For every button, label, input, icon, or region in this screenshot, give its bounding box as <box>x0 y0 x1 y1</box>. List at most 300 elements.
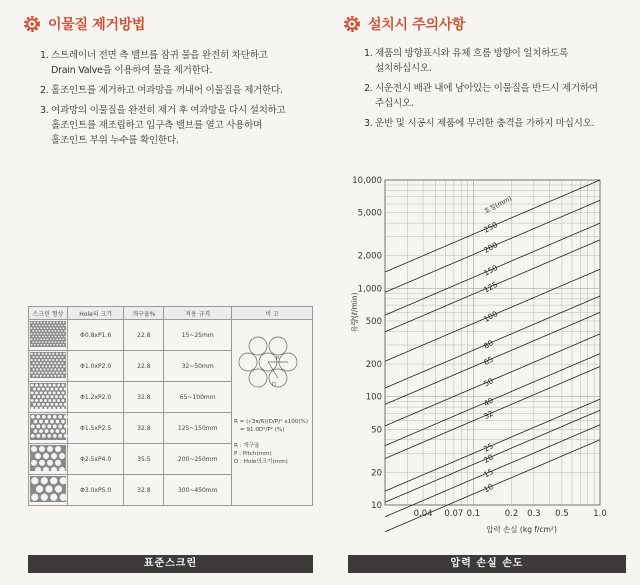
curve-label-200: 200 <box>482 240 500 255</box>
perforation-pattern <box>30 476 66 502</box>
perforation-hole <box>34 420 38 424</box>
perforation-hole <box>33 375 35 377</box>
perforation-hole <box>34 371 36 373</box>
perforation-hole <box>44 344 46 346</box>
y-tick-label: 100 <box>365 392 382 403</box>
perforation-hole <box>38 353 40 355</box>
perforation-hole <box>45 365 47 367</box>
perforation-hole <box>37 395 40 398</box>
table-row <box>29 320 313 351</box>
column-header: 비 고 <box>232 307 313 320</box>
perforation-hole <box>53 333 55 335</box>
perforation-hole <box>64 324 66 326</box>
perforation-hole <box>41 477 48 484</box>
curve-label-100: 100 <box>482 309 500 324</box>
perforation-hole <box>52 341 54 343</box>
perforation-hole <box>45 429 49 433</box>
perforation-hole <box>61 330 63 332</box>
perforation-hole <box>40 322 42 324</box>
perforation-hole <box>57 407 60 410</box>
perforation-hole <box>42 365 44 367</box>
perforation-hole <box>58 424 62 428</box>
curve-label-40: 40 <box>482 395 495 409</box>
perforation-hole <box>36 324 38 326</box>
perforation-hole <box>31 434 35 438</box>
perforation-hole <box>32 330 34 332</box>
perforation-hole <box>56 338 58 340</box>
perforation-hole <box>44 407 47 410</box>
perforation-hole <box>54 362 56 364</box>
perforation-hole <box>47 338 49 340</box>
perforation-hole <box>40 368 42 370</box>
perforation-hole <box>48 341 50 343</box>
perforation-hole <box>31 371 33 373</box>
perforation-hole <box>44 327 46 329</box>
footer-pressure-loss: 압력 손실 손도 <box>348 555 626 573</box>
perforation-hole <box>61 336 63 338</box>
y-tick-label: 1,000 <box>357 284 382 295</box>
perforation-hole <box>34 338 36 340</box>
perforation-hole <box>47 362 49 364</box>
perforation-hole <box>31 391 34 394</box>
perforation-pattern <box>30 383 66 409</box>
perforation-hole <box>48 324 50 326</box>
perforation-hole <box>58 356 60 358</box>
y-tick-label: 20 <box>371 468 382 479</box>
perforation-hole <box>31 477 38 484</box>
perforation-hole <box>52 371 54 373</box>
column-header: 개구율% <box>124 307 164 320</box>
applied-size-cell: 32~50mm <box>164 351 232 382</box>
left-section-title: 이물질 제거방법 <box>48 17 146 33</box>
perforation-hole <box>56 429 60 433</box>
perforation-hole <box>51 388 54 391</box>
perforation-hole <box>42 324 44 326</box>
perforation-hole <box>36 424 40 428</box>
perforation-hole <box>57 391 60 394</box>
perforation-hole <box>36 356 38 358</box>
perforation-hole <box>64 388 67 391</box>
perforation-hole <box>55 324 57 326</box>
curve-label-80: 80 <box>482 338 495 351</box>
y-tick-label: 5,000 <box>357 208 382 219</box>
perforation-hole <box>43 375 45 377</box>
perforation-hole <box>64 330 66 332</box>
perforation-hole <box>48 384 51 387</box>
perforation-hole <box>44 384 47 387</box>
perforation-pattern <box>30 414 66 440</box>
perforation-hole <box>51 403 54 406</box>
perforation-hole <box>49 353 51 355</box>
perforation-hole <box>48 391 51 394</box>
perforation-hole <box>58 330 60 332</box>
perforation-hole <box>31 399 34 402</box>
perforation-hole <box>56 371 58 373</box>
perforation-hole <box>54 368 56 370</box>
screen-pattern-image <box>29 320 68 351</box>
y-tick-label: 10 <box>371 501 382 511</box>
perforation-hole <box>34 322 36 324</box>
legend-r: R : 개구율 <box>234 443 260 449</box>
perforation-hole <box>58 341 60 343</box>
y-tick-label: 10,000 <box>352 176 382 186</box>
perforation-hole <box>47 344 49 346</box>
list-item: 2. 시운전시 배관 내에 남아있는 이물질을 반드시 제거하여 주십시오. <box>364 83 598 109</box>
perforation-hole <box>58 362 60 364</box>
perforation-hole <box>50 494 57 501</box>
perforation-hole <box>40 356 42 358</box>
perforation-hole <box>61 420 65 424</box>
perforation-hole <box>43 362 45 364</box>
perforation-hole <box>37 327 39 329</box>
curve-label-150: 150 <box>482 263 500 278</box>
perforation-hole <box>39 330 41 332</box>
perforation-hole <box>40 362 42 364</box>
perforation-hole <box>55 388 58 391</box>
perforation-hole <box>31 322 33 324</box>
perforation-hole <box>61 362 63 364</box>
perforation-hole <box>35 467 41 473</box>
perforation-hole <box>35 407 38 410</box>
perforation-hole <box>58 415 62 419</box>
perforation-hole <box>49 365 51 367</box>
perforation-hole <box>53 391 56 394</box>
perforation-hole <box>55 330 57 332</box>
list-item: 3. 운반 및 시공시 제품에 무리한 충격을 가하지 마십시오. <box>364 118 595 129</box>
perforation-hole <box>61 429 65 433</box>
perforation-hole <box>42 336 44 338</box>
perforation-hole <box>48 336 50 338</box>
perforation-hole <box>61 356 63 358</box>
perforation-hole <box>39 341 41 343</box>
perforation-hole <box>36 336 38 338</box>
perforation-hole <box>55 395 58 398</box>
perforation-hole <box>60 327 62 329</box>
perforation-hole <box>44 391 47 394</box>
perforation-hole <box>53 415 57 419</box>
perforation-hole <box>49 371 51 373</box>
perforation-hole <box>34 344 36 346</box>
x-axis-label: 압력 손실 (kg f/cm²) <box>486 525 557 534</box>
perforation-hole <box>58 324 60 326</box>
perforation-hole <box>31 359 33 361</box>
perforation-hole <box>54 375 56 377</box>
hole-size-cell: Φ1.0xP2.0 <box>68 351 124 382</box>
perforation-hole <box>47 368 49 370</box>
perforation-hole <box>33 388 36 391</box>
perforation-hole <box>53 344 55 346</box>
open-ratio-cell: 32.8 <box>124 413 164 444</box>
standard-screen-table <box>28 306 313 506</box>
hole-size-cell: Φ2.5xP4.0 <box>68 444 124 475</box>
perforation-hole <box>50 338 52 340</box>
x-tick-label: 0.1 <box>466 509 481 519</box>
perforation-hole <box>55 485 62 492</box>
hole-size-cell: Φ0.8xP1.6 <box>68 320 124 351</box>
perforation-hole <box>42 395 45 398</box>
perforation-hole <box>31 327 33 329</box>
perforation-hole <box>63 322 65 324</box>
x-tick-label: 0.3 <box>527 509 541 519</box>
perforation-hole <box>47 333 49 335</box>
perforation-hole <box>42 371 44 373</box>
svg-text:D: D <box>272 382 276 388</box>
perforation-hole <box>44 333 46 335</box>
list-item: 1. 스트레이너 전면 측 밸브를 잠귀 물을 완전히 차단하고 Drain Valve을 이용하여 물을 제거한다. <box>40 50 268 76</box>
perforation-hole <box>42 403 45 406</box>
perforation-pattern <box>30 445 66 471</box>
perforation-hole <box>42 330 44 332</box>
perforation-hole <box>52 330 54 332</box>
perforation-hole <box>37 338 39 340</box>
perforation-hole <box>31 384 34 387</box>
perforation-hole <box>47 424 51 428</box>
screen-pattern-image <box>29 382 68 413</box>
open-ratio-cell: 22.8 <box>124 351 164 382</box>
gear-icon <box>22 14 42 34</box>
perforation-hole <box>47 446 53 452</box>
perforation-hole <box>50 477 57 484</box>
perforation-hole <box>35 453 41 459</box>
list-item: 1. 제품의 방향표시와 유체 흐름 방향이 일치하도록 설치하십시오. <box>364 48 569 74</box>
perforation-hole <box>35 384 38 387</box>
hole-size-cell: Φ1.2xP2.0 <box>68 382 124 413</box>
perforation-hole <box>38 371 40 373</box>
curve-label-125: 125 <box>482 279 500 295</box>
perforation-hole <box>64 341 66 343</box>
x-tick-label: 0.2 <box>504 509 519 519</box>
perforation-hole <box>39 420 43 424</box>
perforation-hole <box>43 368 45 370</box>
perforation-hole <box>53 384 56 387</box>
perforation-hole <box>56 333 58 335</box>
perforation-hole <box>50 327 52 329</box>
curve-label-250: 250 <box>482 219 500 235</box>
perforation-hole <box>62 384 65 387</box>
perforation-hole <box>60 494 67 501</box>
perforation-hole <box>44 338 46 340</box>
open-ratio-cell: 22.8 <box>124 320 164 351</box>
perforation-hole <box>61 341 63 343</box>
svg-text:P: P <box>276 356 280 362</box>
perforation-hole <box>63 327 65 329</box>
perforation-hole <box>48 399 51 402</box>
perforation-hole <box>60 371 62 373</box>
perforation-hole <box>51 356 53 358</box>
perforation-hole <box>45 485 52 492</box>
perforation-hole <box>47 375 49 377</box>
perforation-hole <box>36 368 38 370</box>
hole-size-cell: Φ3.0xP5.0 <box>68 475 124 506</box>
perforation-hole <box>33 368 35 370</box>
open-ratio-cell: 35.5 <box>124 444 164 475</box>
x-tick-label: 1.0 <box>593 509 607 519</box>
perforation-hole <box>31 460 37 466</box>
perforation-hole <box>36 485 43 492</box>
perforation-hole <box>55 341 57 343</box>
perforation-hole <box>59 388 62 391</box>
perforation-hole <box>36 362 38 364</box>
y-tick-label: 50 <box>371 425 382 436</box>
list-item: 2. 홀조인트를 제거하고 여과망을 꺼내어 이물질을 제거한다. <box>40 85 283 96</box>
perforation-hole <box>55 446 61 452</box>
perforation-hole <box>31 365 33 367</box>
y-axis-label: 유량(ℓ/min) <box>350 292 359 333</box>
perforation-hole <box>60 322 62 324</box>
perforation-hole <box>39 324 41 326</box>
applied-size-cell: 125~150mm <box>164 413 232 444</box>
x-tick-label: 0.04 <box>413 509 433 519</box>
perforation-hole <box>45 359 47 361</box>
perforation-hole <box>64 336 66 338</box>
perforation-hole <box>42 341 44 343</box>
perforation-hole <box>53 338 55 340</box>
perforation-hole <box>31 446 37 452</box>
perforation-hole <box>60 338 62 340</box>
perforation-hole <box>53 327 55 329</box>
perforation-hole <box>39 446 45 452</box>
perforation-hole <box>46 388 49 391</box>
perforation-hole <box>62 399 65 402</box>
perforation-hole <box>42 359 44 361</box>
applied-size-cell: 300~450mm <box>164 475 232 506</box>
perforation-hole <box>59 453 65 459</box>
perforation-hole <box>40 333 42 335</box>
curve-label-50: 50 <box>482 376 495 389</box>
perforation-hole <box>34 359 36 361</box>
perforation-hole <box>37 344 39 346</box>
perforation-hole <box>31 494 38 501</box>
perforation-hole <box>47 460 53 466</box>
remarks-cell <box>232 320 313 506</box>
perforation-hole <box>32 341 34 343</box>
install-caution-list <box>364 46 634 136</box>
y-tick-label: 500 <box>365 316 382 327</box>
perforation-hole <box>50 420 54 424</box>
perforation-hole <box>55 336 57 338</box>
perforation-hole <box>48 407 51 410</box>
perforation-hole <box>52 365 54 367</box>
applied-size-cell: 200~250mm <box>164 444 232 475</box>
perforation-hole <box>63 344 65 346</box>
perforation-hole <box>34 429 38 433</box>
perforation-hole <box>53 399 56 402</box>
right-section-title: 설치시 주의사항 <box>368 17 466 33</box>
perforation-hole <box>54 356 56 358</box>
perforation-hole <box>37 333 39 335</box>
perforation-hole <box>53 424 57 428</box>
perforation-hole <box>45 330 47 332</box>
curve-label-10: 10 <box>482 481 495 495</box>
perforation-hole <box>47 327 49 329</box>
perforation-hole <box>40 344 42 346</box>
gear-icon <box>342 14 362 34</box>
y-tick-label: 200 <box>365 360 382 371</box>
perforation-hole <box>45 353 47 355</box>
perforation-hole <box>57 399 60 402</box>
column-header: 스크린 형상 <box>29 307 68 320</box>
perforation-hole <box>51 453 57 459</box>
table-header-row <box>29 307 313 320</box>
perforation-hole <box>50 333 52 335</box>
perforation-hole <box>41 494 48 501</box>
perforation-hole <box>51 467 57 473</box>
screen-pattern-image <box>29 351 68 382</box>
perforation-hole <box>33 403 36 406</box>
perforation-hole <box>42 434 46 438</box>
removal-steps-list <box>40 48 310 153</box>
perforation-hole <box>35 399 38 402</box>
perforation-hole <box>40 384 43 387</box>
perforation-hole <box>45 371 47 373</box>
perforation-hole <box>61 368 63 370</box>
perforation-hole <box>56 365 58 367</box>
perforation-hole <box>36 434 40 438</box>
perforation-hole <box>50 322 52 324</box>
perforation-pattern <box>30 352 66 378</box>
perforation-hole <box>34 333 36 335</box>
perforation-hole <box>60 333 62 335</box>
perforation-hole <box>34 327 36 329</box>
perforation-hole <box>44 322 46 324</box>
perforation-hole <box>32 324 34 326</box>
screen-pattern-image <box>29 413 68 444</box>
perforation-hole <box>50 429 54 433</box>
perforation-hole <box>38 365 40 367</box>
perforation-hole <box>42 388 45 391</box>
x-tick-label: 0.5 <box>555 509 569 519</box>
perforation-hole <box>60 365 62 367</box>
perforation-hole <box>63 371 65 373</box>
perforation-hole <box>52 359 54 361</box>
open-ratio-formula-simplified: = 91.0D²/P² (%) <box>240 427 285 433</box>
perforation-hole <box>62 407 65 410</box>
perforation-hole <box>36 330 38 332</box>
perforation-hole <box>64 415 68 419</box>
perforation-hole <box>43 453 49 459</box>
perforation-hole <box>35 391 38 394</box>
perforation-hole <box>47 415 51 419</box>
perforation-hole <box>31 353 33 355</box>
open-ratio-cell: 32.8 <box>124 475 164 506</box>
perforation-hole <box>52 336 54 338</box>
perforation-hole <box>59 395 62 398</box>
perforation-hole <box>48 330 50 332</box>
perforation-hole <box>60 344 62 346</box>
hole-size-cell: Φ1.5xP2.5 <box>68 413 124 444</box>
perforation-hole <box>52 324 54 326</box>
perforation-hole <box>50 344 52 346</box>
perforation-hole <box>33 362 35 364</box>
perforation-hole <box>63 365 65 367</box>
pressure-loss-chart <box>345 170 625 534</box>
perforation-hole <box>58 368 60 370</box>
perforation-hole <box>47 434 51 438</box>
perforation-hole <box>51 395 54 398</box>
perforation-hole <box>63 359 65 361</box>
y-tick-label: 2,000 <box>357 251 382 262</box>
perforation-hole <box>47 356 49 358</box>
hole-pitch-diagram <box>232 320 312 416</box>
series-label-header: 호칭(mm) <box>482 194 514 216</box>
perforation-hole <box>56 327 58 329</box>
perforation-hole <box>42 424 46 428</box>
perforation-hole <box>45 336 47 338</box>
perforation-hole <box>62 391 65 394</box>
perforation-hole <box>40 375 42 377</box>
list-item: 3. 여과망의 이물질을 완전히 제거 후 여과망을 다시 설치하고 홀조인트를 재조립하고 입구측 밸브를 열고 사용하며 홀조인트 부위 누수를 확인한다. <box>40 105 286 146</box>
legend-d: D : Hole의크기(mm) <box>234 459 288 465</box>
